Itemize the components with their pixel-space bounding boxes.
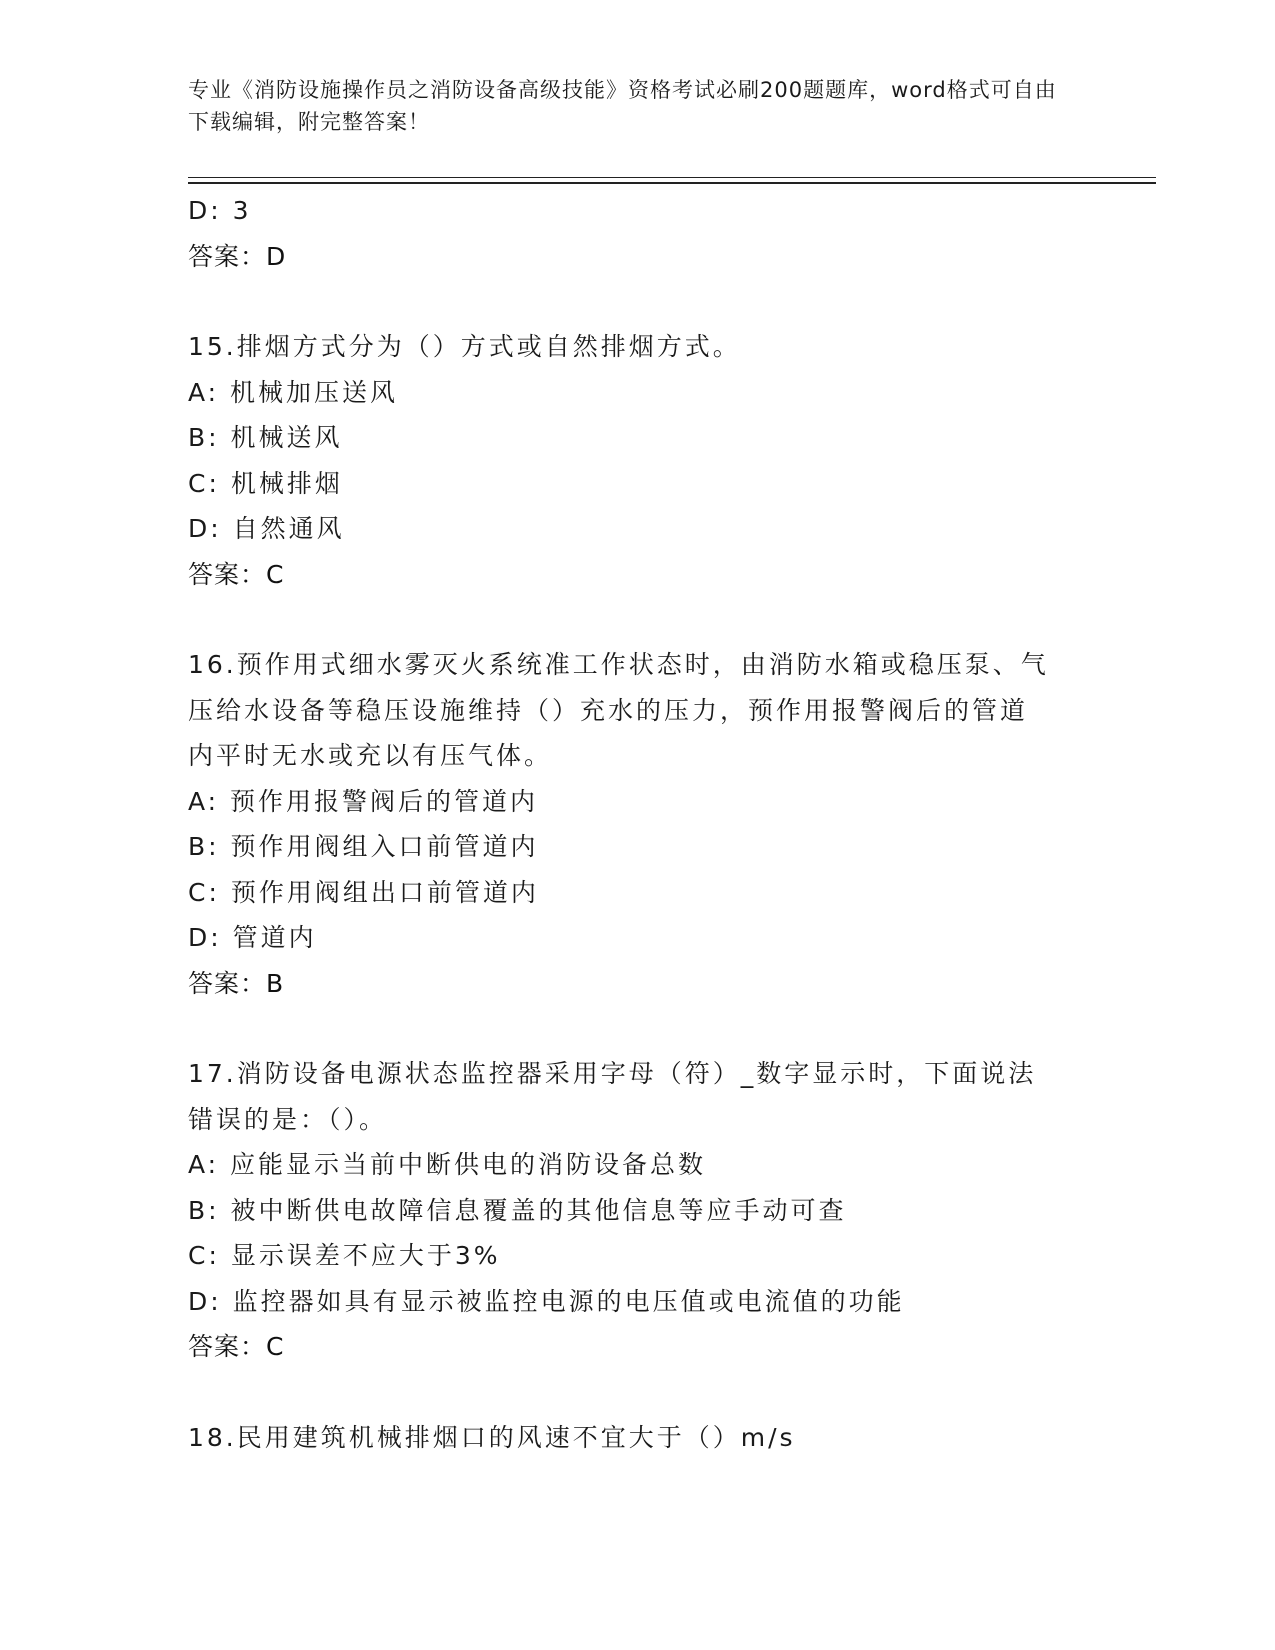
option-b: B: 预作用阀组入口前管道内: [188, 832, 539, 861]
option-a: A: 预作用报警阀后的管道内: [188, 786, 539, 816]
option-a: A: 应能显示当前中断供电的消防设备总数: [188, 1150, 707, 1179]
answer-line: 答案：C: [188, 1332, 285, 1361]
option-b: B: 被中断供电故障信息覆盖的其他信息等应手动可查: [188, 1195, 847, 1225]
option-c: C: 机械排烟: [188, 468, 343, 498]
question-stem-line: 内平时无水或充以有压气体。: [188, 741, 553, 770]
spacer: [188, 597, 1088, 642]
option-a: A: 机械加压送风: [188, 377, 399, 407]
spacer: [188, 1370, 1088, 1415]
question-stem: 18.民用建筑机械排烟口的风速不宜大于（）m/s: [188, 1422, 796, 1452]
question-stem-line: 压给水设备等稳压设施维持（）充水的压力，预作用报警阀后的管道: [188, 695, 1029, 725]
option-d: D: 自然通风: [188, 514, 345, 543]
question-stem: 15.排烟方式分为（）方式或自然排烟方式。: [188, 332, 741, 361]
spacer: [188, 279, 1088, 324]
option-d: D: 监控器如具有显示被监控电源的电压值或电流值的功能: [188, 1286, 905, 1316]
question-list: [188, 188, 1088, 1460]
option-c: C: 预作用阀组出口前管道内: [188, 877, 539, 907]
option-d: D: 管道内: [188, 923, 317, 952]
question-stem-line: 16.预作用式细水雾灭火系统准工作状态时，由消防水箱或稳压泵、气: [188, 650, 1049, 679]
header-rule-thin: [188, 177, 1156, 178]
question-stem-line: 17.消防设备电源状态监控器采用字母（符）_数字显示时，下面说法: [188, 1059, 1037, 1088]
answer-line: 答案：B: [188, 968, 285, 998]
option-b: B: 机械送风: [188, 423, 343, 452]
question-18: [188, 1415, 1088, 1461]
answer-line: 答案：D: [188, 241, 287, 271]
answer-line: 答案：C: [188, 559, 285, 589]
option-c: C: 显示误差不应大于3%: [188, 1241, 501, 1270]
question-15: [188, 324, 1088, 597]
header-text: 专业《消防设施操作员之消防设备高级技能》资格考试必刷200题题库，word格式可自由下载编辑，附完整答案！: [188, 78, 1057, 134]
question-17: [188, 1051, 1088, 1370]
question-stem-line: 错误的是：（）。: [188, 1104, 388, 1134]
document-header: [188, 74, 1068, 138]
question-16: [188, 642, 1088, 1006]
header-rule-thick: [188, 182, 1156, 184]
option-d: D: 3: [188, 196, 252, 225]
spacer: [188, 1006, 1088, 1051]
